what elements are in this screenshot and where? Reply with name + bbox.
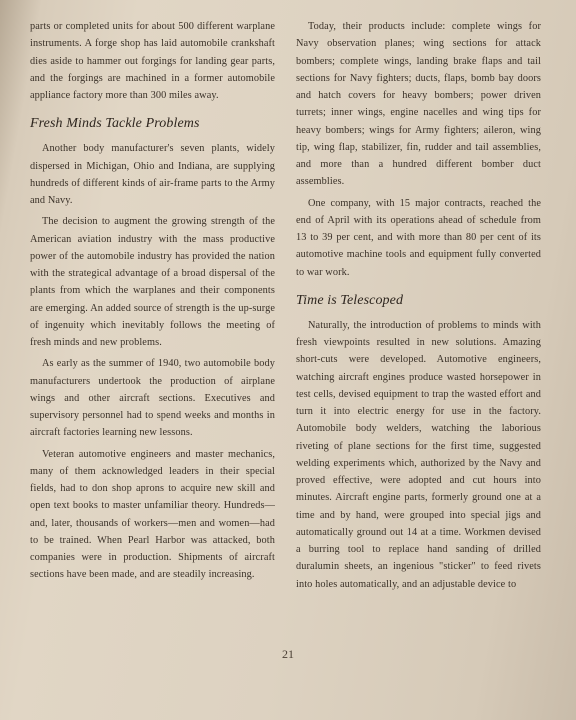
paragraph: Naturally, the introduction of problems to minds with fresh viewpoints resulted in new solutions. Amazing short-cuts were developed. Automotive engineers, watching aircraft engines produce wasted horsepower in test cells, devised equipment to trap the wasted effort and turn it into electric energy for use in the factory. Automobile body welders, watching the laborious riveting of plane sections for the first time, suggested welding experiments which, authorized by the Navy and proved effective, were adopted and cut hours into minutes. Aircraft engine parts, formerly ground one at a time and by hand, were grouped into special jigs and automatically ground out 14 at a time. Workmen devised a burring tool to replace hand sanding of drilled duralumin sheets, an ingenious "sticker" to feed rivets into holes automatically, and an adjustable device to [296, 319, 541, 590]
right-text-column [296, 18, 541, 593]
paragraph: Today, their products include: complete wings for Navy observation planes; wing sections for attack bombers; complete wings, landing brake flaps and tail sections for Navy fighters; ducts, flaps, bomb bay doors and hatch covers for heavy bombers; power driven turrets; inner wings, engine nacelles and wing tips for heavy bombers; wings for Army fighters; aileron, wing tip, wing flap, stabilizer, fin, rudder and tail assemblies, and more than a hundred different bomber duct assemblies. [296, 21, 541, 188]
paragraph: As early as the summer of 1940, two automobile body manufacturers undertook the production of airplane wings and other aircraft sections. Executives and supervisory personnel had to spend weeks and months in aircraft factories learning new lessons. [30, 358, 275, 439]
section-heading: Time is Telescoped [296, 292, 404, 308]
paragraph: Another body manufacturer's seven plants, widely dispersed in Michigan, Ohio and Indiana, are supplying hundreds of different kinds of air-frame parts to the Army and Navy. [30, 143, 275, 206]
paragraph: parts or completed units for about 500 different warplane instruments. A forge shop has laid automobile crankshaft dies aside to hammer out forgings for landing gear parts, and the forgings are machined in a former automobile appliance factory more than 300 miles away. [30, 21, 275, 101]
page-number: 21 [282, 647, 294, 661]
paragraph: Veteran automotive engineers and master mechanics, many of them acknowledged leaders in their special fields, had to don shop aprons to acquire new skill and open text books to master unfamiliar theory. Hundreds—and, later, thousands of workers—men and women—had to be trained. When Pearl Harbor was attacked, both companies were in production. Shipments of aircraft sections have been made, and are steadily increasing. [30, 448, 275, 581]
section-heading: Fresh Minds Tackle Problems [30, 116, 200, 132]
paragraph: One company, with 15 major contracts, reached the end of April with its operations ahead of schedule from 13 to 39 per cent, and with more than 80 per cent of its automotive machine tools and equipment fully converted to war work. [296, 197, 541, 278]
left-text-column [30, 18, 275, 584]
paragraph: The decision to augment the growing strength of the American aviation industry with the mass productive power of the automobile industry has provided the nation with the strategical advantage of a broad dispersal of the plants from which the warplanes and their components are emerging. An added source of strength is the up-surge of ingenuity which inevitably follows the meeting of fresh minds and new problems. [30, 216, 275, 348]
